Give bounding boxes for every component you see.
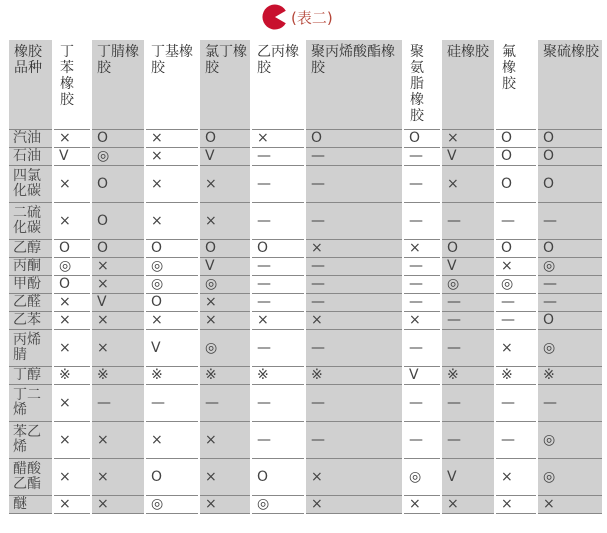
resistance-cell: × [403, 239, 441, 257]
resistance-cell: O [91, 239, 145, 257]
resistance-cell: V [91, 293, 145, 311]
resistance-cell: — [251, 293, 305, 311]
resistance-cell: — [495, 202, 537, 239]
resistance-cell: × [53, 129, 91, 147]
resistance-cell: × [91, 421, 145, 458]
table-row [9, 495, 603, 513]
resistance-cell: × [199, 165, 251, 202]
resistance-cell: — [441, 421, 495, 458]
resistance-cell: — [403, 275, 441, 293]
resistance-cell: — [251, 384, 305, 421]
resistance-cell: — [403, 202, 441, 239]
header-cell: 氯丁橡胶 [199, 40, 251, 129]
resistance-cell: O [145, 458, 199, 495]
resistance-cell: — [305, 257, 403, 275]
resistance-cell: ◎ [91, 147, 145, 165]
resistance-cell: — [537, 275, 603, 293]
resistance-cell: — [495, 311, 537, 329]
resistance-cell: ◎ [537, 421, 603, 458]
resistance-cell: — [403, 329, 441, 366]
resistance-cell: O [91, 129, 145, 147]
resistance-cell: O [441, 239, 495, 257]
resistance-cell: ※ [495, 366, 537, 384]
resistance-cell: × [441, 495, 495, 513]
resistance-cell: × [53, 311, 91, 329]
resistance-cell: — [305, 384, 403, 421]
solvent-name: 乙醛 [9, 293, 53, 311]
resistance-cell: O [199, 239, 251, 257]
header-cell: 橡胶品种 [9, 40, 53, 129]
resistance-cell: ※ [145, 366, 199, 384]
solvent-name: 乙苯 [9, 311, 53, 329]
resistance-cell: — [305, 275, 403, 293]
resistance-cell: ◎ [441, 275, 495, 293]
resistance-cell: V [441, 147, 495, 165]
resistance-cell: ◎ [145, 257, 199, 275]
header-row [9, 40, 603, 129]
resistance-cell: — [537, 384, 603, 421]
resistance-cell: O [537, 239, 603, 257]
resistance-cell: ◎ [251, 495, 305, 513]
resistance-cell: ◎ [537, 458, 603, 495]
resistance-cell: × [537, 495, 603, 513]
resistance-cell: × [53, 421, 91, 458]
resistance-table [9, 40, 604, 514]
resistance-cell: × [145, 311, 199, 329]
solvent-name: 乙醇 [9, 239, 53, 257]
table-row [9, 293, 603, 311]
header-cell: 丁基橡胶 [145, 40, 199, 129]
resistance-cell: × [305, 495, 403, 513]
resistance-cell: ◎ [537, 329, 603, 366]
resistance-cell: — [403, 293, 441, 311]
resistance-cell: O [53, 275, 91, 293]
header-cell: 硅橡胶 [441, 40, 495, 129]
resistance-cell: ◎ [403, 458, 441, 495]
resistance-cell: O [537, 311, 603, 329]
solvent-name: 醚 [9, 495, 53, 513]
resistance-cell: — [403, 257, 441, 275]
resistance-cell: × [199, 293, 251, 311]
resistance-cell: O [537, 165, 603, 202]
resistance-cell: O [495, 129, 537, 147]
resistance-cell: O [199, 129, 251, 147]
resistance-cell: V [53, 147, 91, 165]
resistance-cell: — [441, 202, 495, 239]
resistance-cell: — [537, 202, 603, 239]
resistance-cell: × [305, 458, 403, 495]
resistance-cell: × [495, 329, 537, 366]
resistance-cell: — [441, 311, 495, 329]
resistance-cell: × [145, 202, 199, 239]
resistance-cell: — [251, 202, 305, 239]
resistance-cell: × [251, 311, 305, 329]
resistance-cell: — [305, 165, 403, 202]
resistance-cell: × [495, 458, 537, 495]
resistance-cell: O [305, 129, 403, 147]
resistance-cell: × [91, 329, 145, 366]
table-body [9, 129, 603, 513]
header-cell: 氟橡胶 [495, 40, 537, 129]
resistance-cell: × [199, 495, 251, 513]
table-row [9, 458, 603, 495]
solvent-name: 四氯化碳 [9, 165, 53, 202]
resistance-cell: — [251, 275, 305, 293]
solvent-name: 丙烯腈 [9, 329, 53, 366]
resistance-cell: — [145, 384, 199, 421]
resistance-cell: ◎ [199, 329, 251, 366]
table-row [9, 129, 603, 147]
solvent-name: 醋酸乙酯 [9, 458, 53, 495]
table-row [9, 329, 603, 366]
resistance-cell: O [91, 165, 145, 202]
table-row [9, 275, 603, 293]
resistance-cell: — [251, 165, 305, 202]
resistance-cell: — [91, 384, 145, 421]
table-row [9, 257, 603, 275]
header-cell: 聚硫橡胶 [537, 40, 603, 129]
resistance-cell: × [145, 147, 199, 165]
table-row [9, 421, 603, 458]
resistance-cell: V [145, 329, 199, 366]
header-cell: 聚丙烯酸酯橡胶 [305, 40, 403, 129]
resistance-cell: ◎ [199, 275, 251, 293]
resistance-cell: — [495, 293, 537, 311]
resistance-cell: × [199, 421, 251, 458]
resistance-cell: × [145, 421, 199, 458]
resistance-cell: O [403, 129, 441, 147]
resistance-cell: × [91, 257, 145, 275]
resistance-cell: × [145, 165, 199, 202]
resistance-cell: — [251, 329, 305, 366]
resistance-cell: O [537, 147, 603, 165]
resistance-cell: × [403, 311, 441, 329]
table-row [9, 384, 603, 421]
solvent-name: 石油 [9, 147, 53, 165]
resistance-cell: × [495, 495, 537, 513]
table-row [9, 311, 603, 329]
resistance-cell: ※ [305, 366, 403, 384]
resistance-cell: — [305, 147, 403, 165]
table-row [9, 366, 603, 384]
resistance-cell: V [199, 257, 251, 275]
solvent-name: 丁二烯 [9, 384, 53, 421]
header-cell: 聚氨脂橡胶 [403, 40, 441, 129]
resistance-cell: — [441, 329, 495, 366]
solvent-name: 汽油 [9, 129, 53, 147]
pacman-icon [262, 4, 288, 30]
resistance-cell: × [199, 458, 251, 495]
resistance-cell: O [495, 147, 537, 165]
resistance-cell: × [91, 495, 145, 513]
resistance-cell: O [145, 239, 199, 257]
resistance-cell: × [91, 311, 145, 329]
resistance-cell: — [441, 293, 495, 311]
resistance-cell: ◎ [537, 257, 603, 275]
resistance-cell: — [537, 293, 603, 311]
resistance-cell: — [403, 421, 441, 458]
resistance-cell: — [251, 421, 305, 458]
solvent-name: 丙酮 [9, 257, 53, 275]
header-cell: 丁苯橡胶 [53, 40, 91, 129]
resistance-cell: ※ [199, 366, 251, 384]
resistance-cell: × [441, 129, 495, 147]
resistance-cell: × [53, 495, 91, 513]
table-row [9, 147, 603, 165]
resistance-cell: — [441, 384, 495, 421]
resistance-cell: — [199, 384, 251, 421]
resistance-cell: ◎ [53, 257, 91, 275]
resistance-cell: — [305, 202, 403, 239]
table-caption [262, 4, 333, 30]
solvent-name: 甲酚 [9, 275, 53, 293]
solvent-name: 二硫化碳 [9, 202, 53, 239]
resistance-cell: — [495, 421, 537, 458]
resistance-cell: × [53, 202, 91, 239]
resistance-cell: V [441, 458, 495, 495]
resistance-cell: O [251, 458, 305, 495]
resistance-cell: O [251, 239, 305, 257]
resistance-cell: × [199, 202, 251, 239]
resistance-cell: — [251, 147, 305, 165]
resistance-cell: O [145, 293, 199, 311]
resistance-cell: × [251, 129, 305, 147]
caption-text: (表二) [291, 8, 333, 27]
resistance-cell: × [53, 329, 91, 366]
resistance-cell: O [53, 239, 91, 257]
table-row [9, 165, 603, 202]
header-cell: 丁腈橡胶 [91, 40, 145, 129]
resistance-cell: — [251, 257, 305, 275]
table-row [9, 202, 603, 239]
resistance-cell: ※ [537, 366, 603, 384]
resistance-cell: × [145, 129, 199, 147]
resistance-cell: — [403, 147, 441, 165]
resistance-cell: V [199, 147, 251, 165]
resistance-cell: V [441, 257, 495, 275]
resistance-cell: ◎ [145, 275, 199, 293]
resistance-cell: × [305, 311, 403, 329]
resistance-cell: × [441, 165, 495, 202]
resistance-cell: — [495, 384, 537, 421]
resistance-cell: — [403, 384, 441, 421]
resistance-cell: O [495, 239, 537, 257]
resistance-cell: × [91, 275, 145, 293]
resistance-cell: × [53, 293, 91, 311]
resistance-cell: × [91, 458, 145, 495]
resistance-cell: × [403, 495, 441, 513]
solvent-name: 丁醇 [9, 366, 53, 384]
resistance-cell: O [91, 202, 145, 239]
resistance-cell: O [495, 165, 537, 202]
resistance-cell: × [53, 458, 91, 495]
resistance-cell: ※ [91, 366, 145, 384]
resistance-cell: O [537, 129, 603, 147]
resistance-cell: × [199, 311, 251, 329]
resistance-cell: × [53, 165, 91, 202]
resistance-cell: ◎ [145, 495, 199, 513]
table-row [9, 239, 603, 257]
resistance-cell: ※ [53, 366, 91, 384]
resistance-cell: × [53, 384, 91, 421]
solvent-name: 苯乙烯 [9, 421, 53, 458]
resistance-cell: × [495, 257, 537, 275]
resistance-cell: ◎ [495, 275, 537, 293]
resistance-cell: ※ [441, 366, 495, 384]
resistance-cell: × [305, 239, 403, 257]
resistance-cell: — [305, 329, 403, 366]
resistance-cell: — [403, 165, 441, 202]
header-cell: 乙丙橡胶 [251, 40, 305, 129]
resistance-cell: V [403, 366, 441, 384]
resistance-cell: ※ [251, 366, 305, 384]
resistance-cell: — [305, 421, 403, 458]
resistance-cell: — [305, 293, 403, 311]
